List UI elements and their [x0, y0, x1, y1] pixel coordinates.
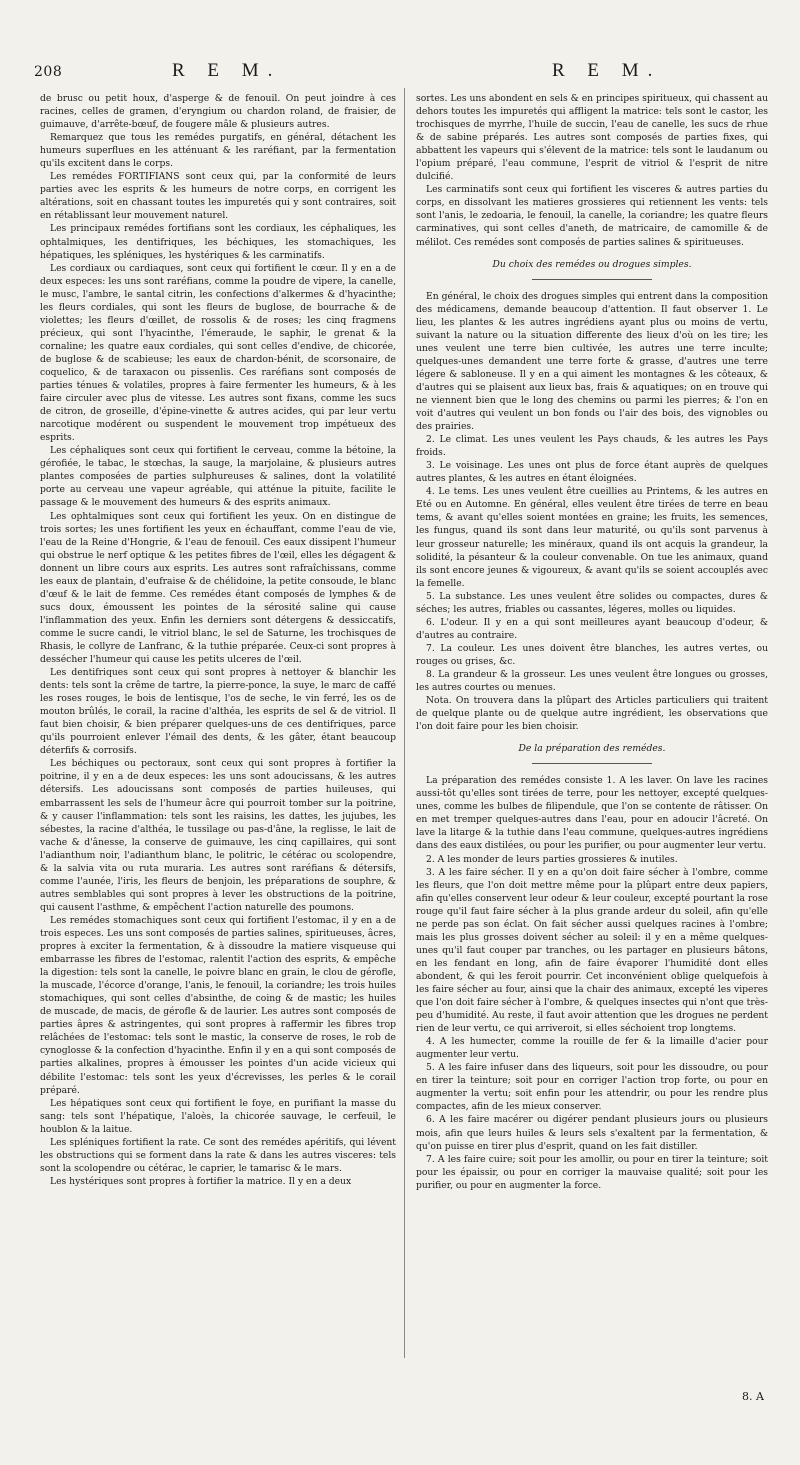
running-head-right: R E M.: [552, 60, 662, 81]
section-heading-preparation: [416, 742, 768, 764]
page-number: 208: [34, 64, 63, 80]
paragraph: Les dentifriques sont ceux qui sont propres à nettoyer & blanchir les dents: tels sont la crême de tartre, la pierre-ponce, la suye, le marc de caffé les roses rouges, le bois de lentisque, l'os de seche, le vin ferré, les os de mouton brûlés, le corail, la racine d'althéa, les esprits de sel & de vitriol. Il faut bien choisir, & bien préparer quelques-uns de ces dentifriques, parce qu'ils pourroient enlever l'émail des dents, & les gâter, étant beaucoup déterfifs & corrosifs.: [40, 667, 396, 757]
paragraph: Les céphaliques sont ceux qui fortifient le cerveau, comme la bétoine, la gérofiée, le tabac, le stœchas, la sauge, la marjolaine, & plusieurs autres plantes composées de parties sulphureuses & salines, dont la volatilité porte au cerveau une vapeur agréable, qui atténue la pituite, facilite le passage & le mouvement des humeurs & des esprits animaux.: [40, 445, 396, 509]
paragraph: Remarquez que tous les remédes purgatifs, en général, détachent les humeurs superflues en les atténuant & les raréfiant, par la fermentation qu'ils excitent dans le corps.: [40, 132, 396, 170]
paragraph: En général, le choix des drogues simples qui entrent dans la composition des médicamens, demande beaucoup d'attention. Il faut observer 1. Le lieu, les plantes & les autres ingrédiens ayant plus ou moins de vertu, suivant la nature ou la situation differente des lieux d'où on les tire; les unes veulent une terre bien cultivée, les autres une terre inculte; quelques-unes demandent une terre forte & grasse, d'autres une terre légere & sabloneuse. Il y en a qui aiment les montagnes & les côteaux, & d'autres qui se plaisent aux lieux bas, frais & aquatiques; on en trouve qui ne viennent bien que le long des chemins ou parmi les pierres; & l'on en voit d'autres qui veulent un bon fonds ou l'air des bois, des vignobles ou des prairies.: [416, 290, 768, 433]
paragraph: 6. L'odeur. Il y en a qui sont meilleures ayant beaucoup d'odeur, & d'autres au contraire.: [416, 616, 768, 641]
paragraph: La préparation des remédes consiste 1. A les laver. On lave les racines aussi-tôt qu'elles sont tirées de terre, pour les nettoyer, excepté quelques-unes, comme les bulbes de filipendule, que l'on se contente de râtisser. On en met tremper quelques-autres dans l'eau, pour en adoucir l'âcreté. On lave la litarge & la tuthie dans l'eau commune, quelques-autres ingrédiens dans des eaux distilées, ou pour les purifier, ou pour augmenter leur vertu.: [416, 775, 768, 852]
paragraph: de brusc ou petit houx, d'asperge & de fenouil. On peut joindre à ces racines, celles de gramen, d'eryngium ou chardon roland, de fraisier, de guimauve, d'arrête-bœuf, de fougere mâle & plusieurs autres.: [40, 93, 396, 131]
paragraph: 6. A les faire macérer ou digérer pendant plusieurs jours ou plusieurs mois, afin que leurs huiles & leurs sels s'exaltent par la fermentation, & qu'on puisse en tirer plus d'esprit, quand on les fait distiller.: [416, 1114, 768, 1152]
paragraph: 3. A les faire sécher. Il y en a qu'on doit faire sécher à l'ombre, comme les fleurs, que l'on doit mettre même pour la plûpart entre deux papiers, afin qu'elles conservent leur odeur & leur couleur, excepté pourtant la rose rouge qu'il faut faire sécher à la plus grande ardeur du soleil, afin qu'elle ne perde pas son éclat. On fait sécher aussi quelques racines à l'ombre; mais les plus grosses doivent sécher au soleil: il y en a même quelques-unes qu'il faut couper par tranches, ou les partager en plusieurs bâtons, en les fendant en long, afin de faire évaporer l'humidité dont elles abondent, & qui les feroit pourrir. Cet inconvénient oblige quelquefois à les faire sécher au four, ainsi que la chair des animaux, excepté les viperes que l'on doit faire sécher à l'ombre, & quelques insectes qui n'ont que très-peu d'humidité. Au reste, il faut avoir attention que les drogues ne perdent rien de leur vertu, ce qui arriveroit, si elles séchoient trop longtems.: [416, 866, 768, 1035]
paragraph: Les hystériques sont propres à fortifier la matrice. Il y en a deux: [50, 1175, 352, 1187]
paragraph: 4. Le tems. Les unes veulent être cueillies au Printems, & les autres en Eté ou en Automne. En général, elles veulent être tirées de terre en beau tems, & avant qu'elles soient montées en graine; les fruits, les semences, les fungus, quand ils sont dans leur maturité, ou qu'ils sont parvenus à leur grosseur naturelle; les minéraux, quand ils ont acquis la grandeur, la solidité, la pésanteur & la couleur convenable. On tue les animaux, quand ils sont encore jeunes & vigoureux, & avant qu'ils se soient accouplés avec la femelle.: [416, 486, 768, 589]
paragraph: 3. Le voisinage. Les unes ont plus de force étant auprès de quelques autres plantes, & les autres en étant éloignées.: [416, 460, 768, 485]
paragraph: Les ophtalmiques sont ceux qui fortifient les yeux. On en distingue de trois sortes; les unes fortifient les yeux en échauffant, comme l'eau de vie, l'eau de la Reine d'Hongrie, & l'eau de fenouil. Ces eaux dissipent l'humeur qui obstrue le nerf optique & les petites fibres de l'œil, elles les dégagent & donnent un libre cours aux esprits. Les autres sont rafraîchissans, comme les eaux de plantain, d'eufraise & de chélidoine, la petite consoude, le blanc d'œuf & le lait de femme. Ces remédes étant composés de lymphes & de sucs doux, émoussent les pointes de la sérosité saline qui cause l'inflammation des yeux. Enfin les derniers sont détergens & dessiccatifs, comme le sucre candi, le vitriol blanc, le sel de Saturne, les trochisques de Rhasis, le collyre de Lanfranc, & la tuthie préparée. Ceux-ci sont propres à dessécher l'humeur qui cause les petits ulceres de l'œil.: [40, 510, 396, 666]
section-rule: [532, 763, 652, 764]
paragraph: Les remédes stomachiques sont ceux qui fortifient l'estomac, il y en a de trois especes. Les uns sont composés de parties salines, spiritueuses, âcres, propres à exciter la fermentation, & à dissoudre la matiere visqueuse qui embarrasse les fibres de l'estomac, ralentit l'action des esprits, & empêche la digestion: tels sont la canelle, le poivre blanc en grain, le clou de gérofle, la muscade, l'écorce d'orange, l'anis, le fenouil, la coriandre; les trois huiles stomachiques, qui sont celles d'absinthe, de coing & de mastic; les huiles de muscade, de macis, de gérofle & de laurier. Les autres sont composés de parties âpres & astringentes, qui sont propres à raffermir les fibres trop relâchées de l'estomac: tels sont le mastic, la conserve de roses, le rob de cynoglosse & la confection d'hyacinthe. Enfin il y en a qui sont composés de parties alkalines, propres à émousser les pointes d'un acide vicieux qui débilite l'estomac: tels sont les yeux d'écrevisses, les perles & le corail préparé.: [40, 914, 396, 1096]
paragraph: Les remédes FORTIFIANS sont ceux qui, par la conformité de leurs parties avec les esprits & les humeurs de notre corps, en corrigent les altérations, soit en chassant toutes les impuretés qui y sont contraires, soit en rétablissant leur mouvement naturel.: [40, 171, 396, 222]
paragraph: 7. A les faire cuire; soit pour les amollir, ou pour en tirer la teinture; soit pour les épaissir, ou pour en corriger la mauvaise qualité; soit pour les purifier, ou pour en augmenter la force.: [416, 1153, 768, 1191]
paragraph: sortes. Les uns abondent en sels & en principes spiritueux, qui chassent au dehors toutes les impuretés qui affligent la matrice: tels sont le castor, les trochisques de myrrhe, l'huile de succin, l'eau de canelle, les sucs de rhue & de sabine préparés. Les autres sont composés de parties fixes, qui abbattent les vapeurs qui s'élevent de la matrice: tels sont le laudanum ou l'opium préparé, l'eau commune, l'esprit de vitriol & l'esprit de nitre dulcifié.: [416, 93, 768, 183]
paragraph: Nota. On trouvera dans la plûpart des Articles particuliers qui traitent de quelque plante ou de quelque autre ingrédient, les observations que l'on doit faire pour les bien choisir.: [416, 695, 768, 733]
right-column: [416, 92, 768, 1362]
paragraph: Les hépatiques sont ceux qui fortifient le foye, en purifiant la masse du sang: tels sont l'hépatique, l'aloès, la chicorée sauvage, le cerfeuil, le houblon & la laitue.: [40, 1097, 396, 1135]
left-column: [40, 92, 396, 1360]
catchword: 8. A: [742, 1390, 764, 1403]
paragraph: Les cordiaux ou cardiaques, sont ceux qui fortifient le cœur. Il y en a de deux especes: les uns sont raréfians, comme la poudre de vipere, la canelle, le musc, l'ambre, le santal citrin, les confections d'alkermes & d'hyacinthe; les fleurs cordiales, qui sont les fleurs de buglose, de bourrache & de violettes; les fleurs d'œillet, de rossolis & de roses; les cinq fragmens précieux, qui sont l'hyacinthe, l'émeraude, le saphir, le grenat & la cornaline; les quatre eaux cordiales, qui sont celles d'endive, de chicorée, de buglose & de scabieuse; les eaux de chardon-bénit, de scorsonaire, de coquelico, & de taraxacon ou pissenlis. Ces raréfians sont composés de parties ténues & volatiles, propres à faire fermenter les humeurs, & à les faire circuler avec plus de vitesse. Les autres sont fixans, comme les sucs de citron, de groseille, d'épine-vinette & autres acides, qui par leur vertu narcotique modérent ou suspendent le mouvement trop impétueux des esprits.: [40, 262, 396, 444]
paragraph: 7. La couleur. Les unes doivent être blanches, les autres vertes, ou rouges ou grises, &c.: [416, 642, 768, 667]
paragraph: 8. La grandeur & la grosseur. Les unes veulent être longues ou grosses, les autres courtes ou menues.: [416, 668, 768, 694]
section-title: De la préparation des remédes.: [518, 743, 666, 755]
paragraph: 2. A les monder de leurs parties grossieres & inutiles.: [426, 853, 678, 865]
paragraph: 5. La substance. Les unes veulent être solides ou compactes, dures & séches; les autres, friables ou cassantes, légeres, molles ou liquides.: [416, 590, 768, 615]
paragraph: Les carminatifs sont ceux qui fortifient les visceres & autres parties du corps, en dissolvant les matieres grossieres qui retiennent les vents: tels sont l'anis, le zedoaria, le fenouil, la canelle, la coriandre; les quatre fleurs carminatives, qui sont celles d'aneth, de matricaire, de camomille & de mélilot. Ces remédes sont composés de parties salines & spiritueuses.: [416, 184, 768, 248]
paragraph: 2. Le climat. Les unes veulent les Pays chauds, & les autres les Pays froids.: [416, 434, 768, 459]
paragraph: Les principaux remédes fortifians sont les cordiaux, les céphaliques, les ophtalmiques, les dentifriques, les béchiques, les stomachiques, les hépatiques, les spléniques, les hystériques & les carminatifs.: [40, 223, 396, 261]
paragraph: 4. A les humecter, comme la rouille de fer & la limaille d'acier pour augmenter leur vertu.: [416, 1036, 768, 1061]
section-heading-choice: [416, 258, 768, 280]
running-head-left: R E M.: [172, 60, 282, 81]
section-rule: [532, 279, 652, 280]
paragraph: Les béchiques ou pectoraux, sont ceux qui sont propres à fortifier la poitrine, il y en a de deux especes: les uns sont adoucissans, & les autres détersifs. Les adoucissans sont composés de parties huileuses, qui embarrassent les sels de l'humeur âcre qui pourroit tomber sur la poitrine, & y causer l'inflammation: tels sont les raisins, les dattes, les jujubes, les sébestes, la racine d'althéa, le tussilage ou pas-d'âne, la reglisse, le lait de vache & d'ânesse, la conserve de guimauve, les cinq capillaires, qui sont l'adianthum noir, l'adianthum blanc, le politric, le cétérac ou scolopendre, & la salvia vita ou ruta muraria. Les autres sont raréfians & détersifs, comme l'aunée, l'iris, les fleurs de benjoin, les préparations de souphre, & autres semblables qui sont propres à lever les obstructions de la poitrine, qui causent l'asthme, & empêchent l'action naturelle des poumons.: [40, 758, 396, 913]
column-divider: [404, 88, 405, 1358]
paragraph: 5. A les faire infuser dans des liqueurs, soit pour les dissoudre, ou pour en tirer la teinture; soit pour en corriger l'action trop forte, ou pour en augmenter la vertu; soit enfin pour les attendrir, ou pour les rendre plus compactes, afin de les mieux conserver.: [416, 1062, 768, 1113]
paragraph: Les spléniques fortifient la rate. Ce sont des remédes apéritifs, qui lévent les obstructions qui se forment dans la rate & dans les autres visceres: tels sont la scolopendre ou cétérac, le caprier, le tamarisc & le mars.: [40, 1136, 396, 1174]
section-title: Du choix des remédes ou drogues simples.: [492, 258, 692, 270]
